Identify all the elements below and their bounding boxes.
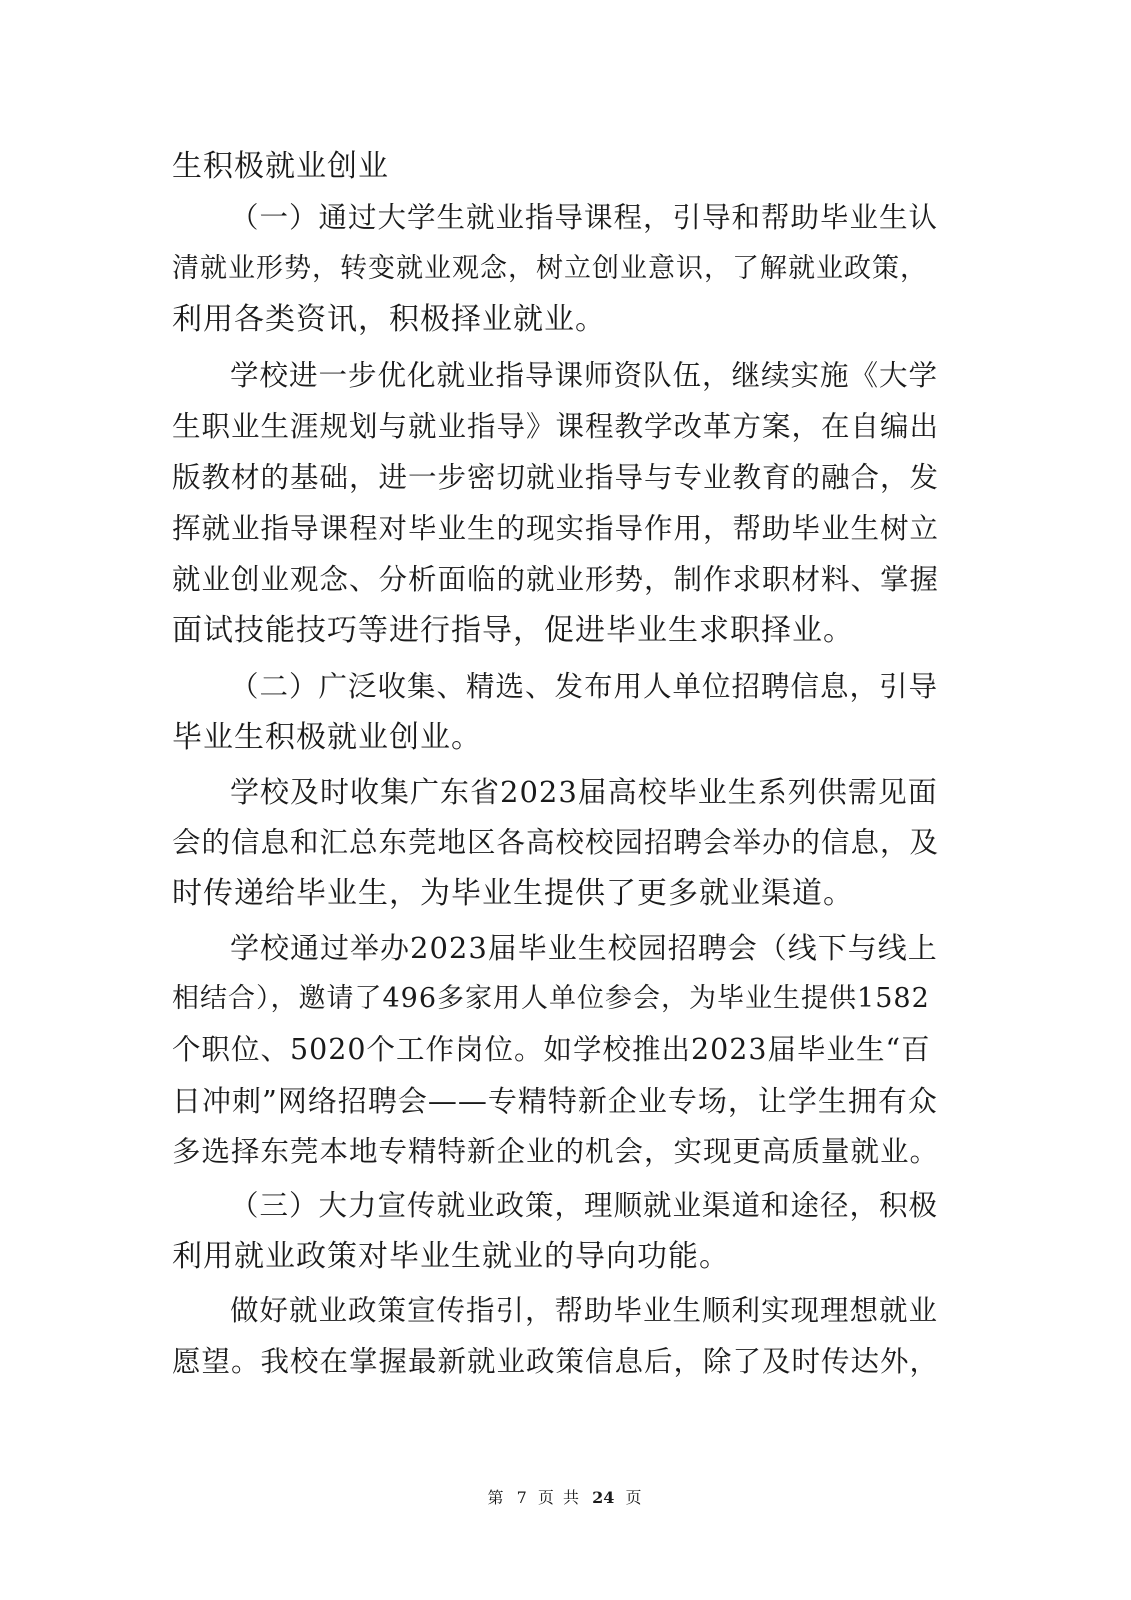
footer-suffix: 页 [625,1488,644,1507]
text-line: 利用各类资讯，积极择业就业。 [172,302,606,337]
text-line: 会的信息和汇总东莞地区各高校校园招聘会举办的信息，及 [172,826,940,859]
paragraph-first-line: 学校进一步优化就业指导课师资队伍，继续实施《大学 [230,359,939,392]
text-line: 清就业形势，转变就业观念，树立创业意识，了解就业政策， [172,253,928,284]
text-line: 生职业生涯规划与就业指导》课程教学改革方案，在自编出 [172,410,940,443]
paragraph-first-line: 学校及时收集广东省2023届高校毕业生系列供需见面 [230,775,938,809]
text-line: 愿望。我校在掌握最新就业政策信息后，除了及时传达外， [172,1345,940,1378]
footer-prefix: 第 [487,1488,506,1507]
footer-middle: 页 共 [537,1488,581,1507]
text-line: 版教材的基础，进一步密切就业指导与专业教育的融合，发 [172,461,940,494]
text-line: 就业创业观念、分析面临的就业形势，制作求职材料、掌握 [172,563,940,596]
text-line: 相结合），邀请了496多家用人单位参会，为毕业生提供1582 [172,983,930,1014]
text-line: 个职位、5020个工作岗位。如学校推出2023届毕业生“百 [172,1033,931,1066]
total-page-number: 24 [592,1488,615,1507]
text-line: 毕业生积极就业创业。 [172,720,482,755]
section-heading-line: （一）通过大学生就业指导课程，引导和帮助毕业生认 [230,201,939,234]
text-line: 日冲刺”网络招聘会——专精特新企业专场，让学生拥有众 [172,1084,938,1118]
text-line: 多选择东莞本地专精特新企业的机会，实现更高质量就业。 [172,1135,940,1168]
section-heading-line: （二）广泛收集、精选、发布用人单位招聘信息，引导 [230,670,939,703]
text-line: 利用就业政策对毕业生就业的导向功能。 [172,1239,730,1274]
text-line: 时传递给毕业生，为毕业生提供了更多就业渠道。 [172,876,854,911]
paragraph-first-line: 学校通过举办2023届毕业生校园招聘会（线下与线上 [230,931,938,965]
section-heading-line: （三）大力宣传就业政策，理顺就业渠道和途径，积极 [230,1189,939,1222]
page-footer [0,1487,1131,1509]
text-line: 挥就业指导课程对毕业生的现实指导作用，帮助毕业生树立 [172,512,940,545]
text-line: 面试技能技巧等进行指导，促进毕业生求职择业。 [172,613,854,648]
current-page-number: 7 [516,1488,527,1507]
text-line: 生积极就业创业 [172,149,389,184]
paragraph-first-line: 做好就业政策宣传指引，帮助毕业生顺利实现理想就业 [230,1294,939,1327]
